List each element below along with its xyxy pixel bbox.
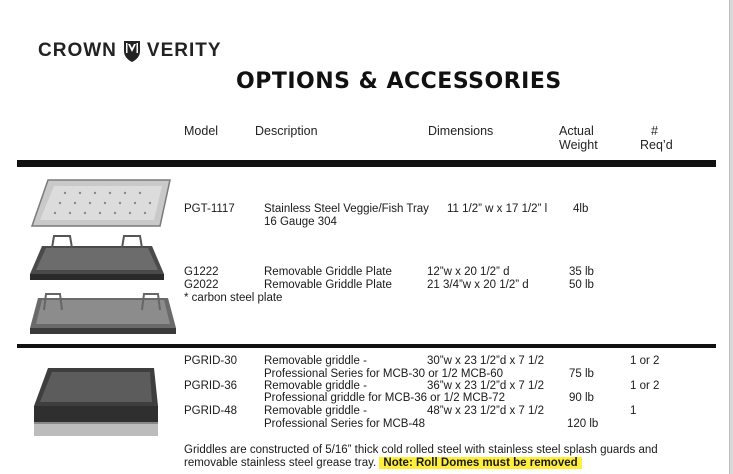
row-weight: 75 lb (569, 368, 594, 380)
row-dimensions: 30”w x 23 1/2”d x 7 1/2 (427, 355, 544, 367)
griddle-construction-note: Griddles are constructed of 5/16” thick cold rolled steel with stainless steel splash guards and (184, 444, 658, 456)
roll-domes-note: Note: Roll Domes must be removed (379, 457, 581, 469)
row-description: Removable griddle - (264, 405, 367, 417)
row-dimensions: 48”w x 23 1/2”d x 7 1/2 (427, 405, 544, 417)
row-description: Removable Griddle Plate (264, 266, 392, 278)
row-model: PGT-1117 (184, 203, 235, 215)
header-dimensions: Dimensions (428, 124, 494, 138)
row-model: G2022 (184, 279, 219, 291)
page-title: OPTIONS & ACCESSORIES (236, 69, 562, 94)
row-weight: 120 lb (567, 418, 599, 430)
row-required: 1 (630, 405, 637, 417)
row-dimensions: 21 3/4”w x 20 1/2” d (427, 279, 529, 291)
row-model: PGRID-48 (184, 405, 238, 417)
row-description-line2: 16 Gauge 304 (264, 216, 337, 228)
row-weight: 90 lb (569, 392, 594, 404)
row-model: PGRID-30 (184, 355, 238, 367)
row-description-line2: Professional griddle for MCB-36 or 1/2 MCB-72 (264, 392, 505, 404)
section-divider (17, 344, 716, 348)
shield-icon (123, 39, 141, 63)
header-divider (17, 160, 716, 167)
row-description: Removable griddle - (264, 380, 367, 392)
row-description: Stainless Steel Veggie/Fish Tray (264, 203, 429, 215)
grease-tray-text: removable stainless steel grease tray. (184, 457, 377, 469)
header-weight-line2: Weight (559, 138, 598, 152)
row-dimensions: 12”w x 20 1/2” d (427, 266, 510, 278)
header-req-line2: Req’d (640, 138, 673, 152)
row-description-line2: Professional Series for MCB-48 (264, 418, 426, 430)
griddle-construction-note-line2 (184, 457, 582, 470)
griddle-plate-large-image (24, 290, 180, 342)
brand-logo (38, 38, 222, 64)
row-dimensions: 36”w x 23 1/2”d x 7 1/2 (427, 380, 544, 392)
griddle-plate-image (22, 234, 172, 286)
carbon-steel-note: * carbon steel plate (184, 292, 283, 304)
row-description-line2: Professional Series for MCB-30 or 1/2 MCB-60 (264, 368, 504, 380)
row-dimensions: 11 1/2” w x 17 1/2” l (447, 203, 548, 215)
row-weight: 4lb (573, 203, 589, 215)
header-req-line1: # (651, 124, 658, 138)
header-weight-line1: Actual (559, 124, 594, 138)
row-model: G1222 (184, 266, 219, 278)
row-description: Removable Griddle Plate (264, 279, 392, 291)
brand-left: CROWN (38, 40, 117, 61)
row-weight: 35 lb (569, 266, 594, 278)
row-weight: 50 lb (569, 279, 594, 291)
header-description: Description (255, 124, 318, 138)
row-required: 1 or 2 (630, 355, 660, 367)
brand-right: VERITY (146, 40, 222, 61)
professional-griddle-image (30, 362, 164, 442)
row-model: PGRID-36 (184, 380, 238, 392)
row-description: Removable griddle - (264, 355, 367, 367)
header-model: Model (184, 124, 219, 138)
veggie-tray-image (20, 178, 180, 230)
row-required: 1 or 2 (630, 380, 660, 392)
